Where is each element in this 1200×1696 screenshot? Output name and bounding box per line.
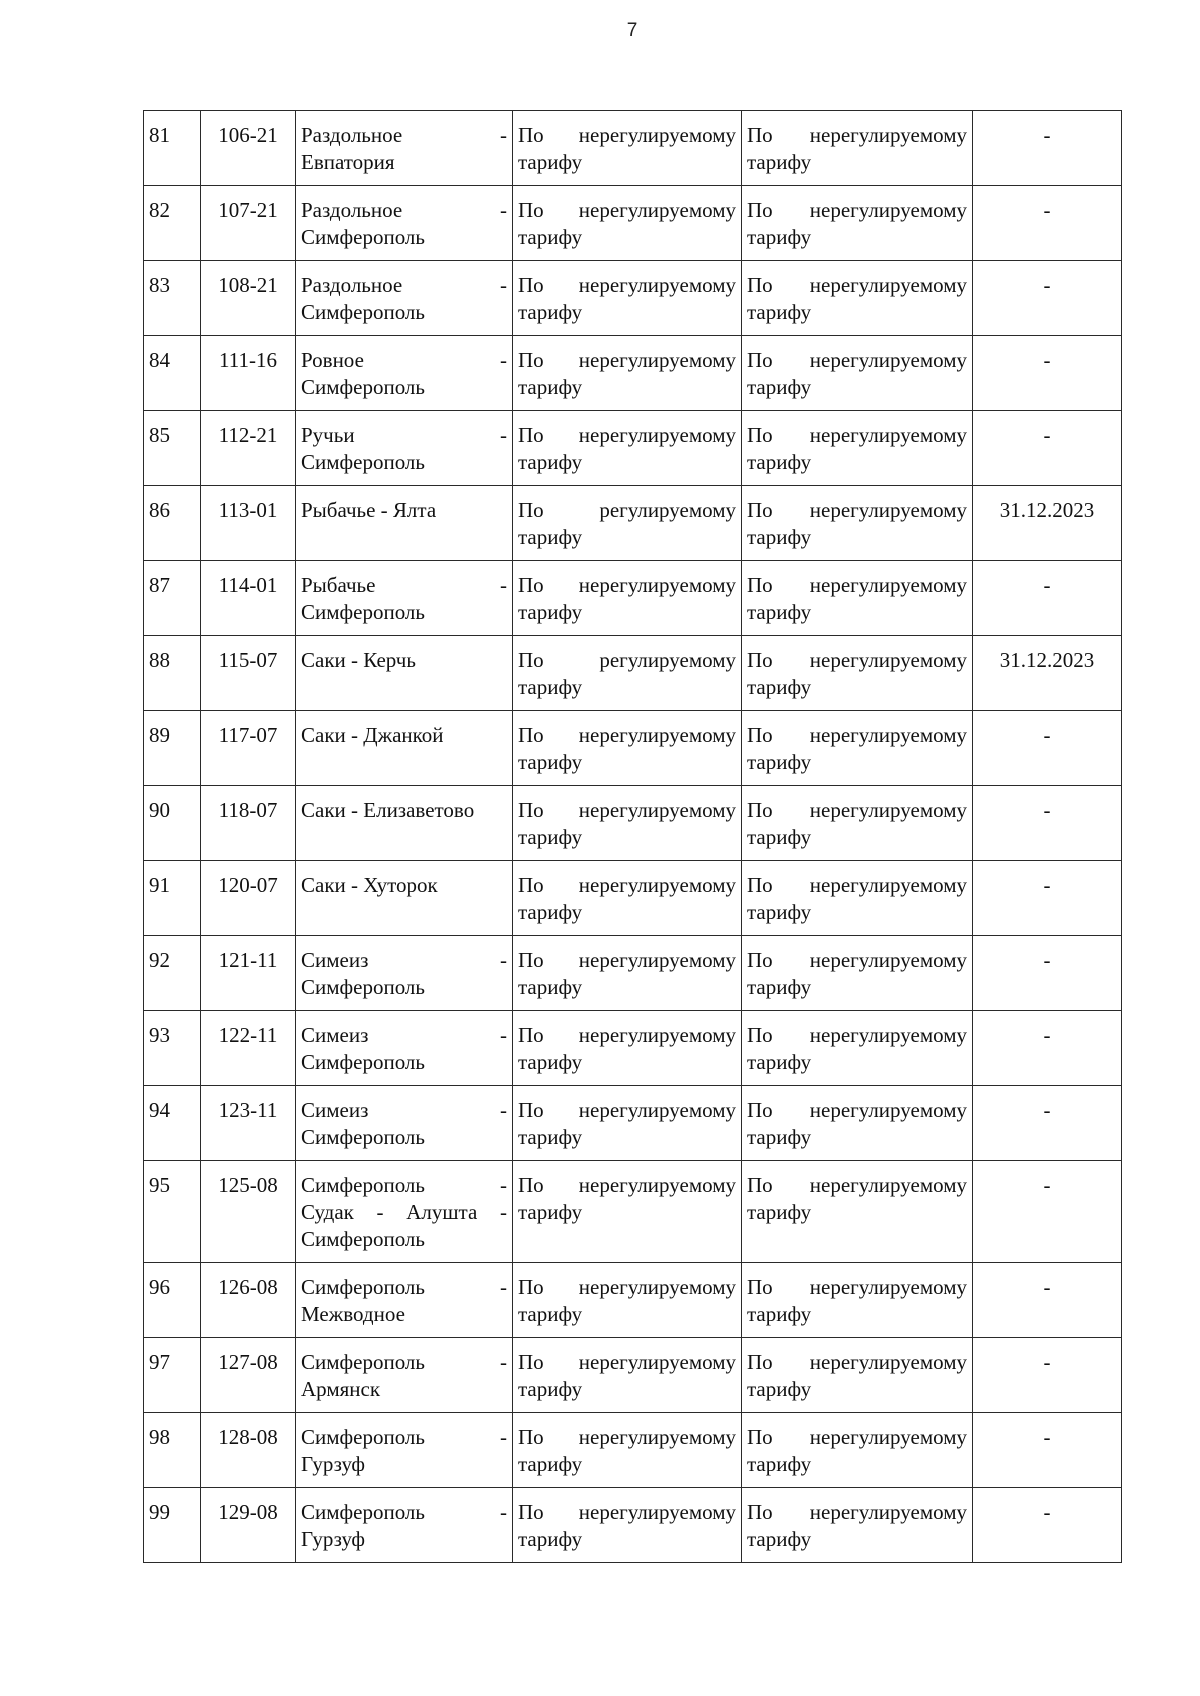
route-name-cell xyxy=(296,861,513,936)
cell-line: По нерегулируемому xyxy=(747,1173,967,1197)
tariff-cell-2 xyxy=(742,636,973,711)
route-code-cell: 118-07 xyxy=(201,786,296,861)
table-row xyxy=(144,636,1122,711)
route-name-cell xyxy=(296,1161,513,1263)
cell-line: тарифу xyxy=(747,600,812,624)
routes-table xyxy=(143,110,1122,1563)
table-row xyxy=(144,1488,1122,1563)
routes-table-body xyxy=(144,111,1122,1563)
tariff-cell-1 xyxy=(513,1413,742,1488)
row-number-cell: 97 xyxy=(144,1338,201,1413)
cell-line: тарифу xyxy=(747,525,812,549)
route-code-cell: 127-08 xyxy=(201,1338,296,1413)
cell-line: Рыбачье - Ялта xyxy=(301,498,437,522)
cell-line: Евпатория xyxy=(301,150,395,174)
cell-line: Симферополь - xyxy=(301,1275,507,1299)
tariff-cell-2 xyxy=(742,1413,973,1488)
cell-line: Ручьи - xyxy=(301,423,507,447)
route-code-cell: 106-21 xyxy=(201,111,296,186)
tariff-cell-1 xyxy=(513,636,742,711)
table-row xyxy=(144,486,1122,561)
date-cell: - xyxy=(973,561,1122,636)
table-row xyxy=(144,336,1122,411)
cell-line: Симферополь xyxy=(301,1227,425,1251)
cell-line: тарифу xyxy=(747,1200,812,1224)
cell-line: По нерегулируемому xyxy=(747,1098,967,1122)
cell-line: По нерегулируемому xyxy=(747,873,967,897)
cell-line: тарифу xyxy=(518,1050,583,1074)
cell-line: тарифу xyxy=(518,1527,583,1551)
date-cell: - xyxy=(973,336,1122,411)
route-name-cell xyxy=(296,1011,513,1086)
cell-line: По нерегулируемому xyxy=(747,723,967,747)
cell-line: По нерегулируемому xyxy=(518,348,736,372)
tariff-cell-2 xyxy=(742,786,973,861)
route-name-cell xyxy=(296,786,513,861)
cell-line: Раздольное - xyxy=(301,198,507,222)
cell-line: тарифу xyxy=(747,1377,812,1401)
date-cell: - xyxy=(973,1161,1122,1263)
route-name-cell xyxy=(296,711,513,786)
cell-line: тарифу xyxy=(518,1200,583,1224)
route-name-cell xyxy=(296,1338,513,1413)
cell-line: По нерегулируемому xyxy=(518,873,736,897)
route-name-cell xyxy=(296,336,513,411)
table-row xyxy=(144,711,1122,786)
cell-line: тарифу xyxy=(747,825,812,849)
cell-line: Симферополь xyxy=(301,975,425,999)
tariff-cell-2 xyxy=(742,261,973,336)
cell-line: Симферополь xyxy=(301,450,425,474)
cell-line: тарифу xyxy=(747,300,812,324)
route-name-cell xyxy=(296,486,513,561)
route-code-cell: 112-21 xyxy=(201,411,296,486)
route-name-cell xyxy=(296,1263,513,1338)
tariff-cell-1 xyxy=(513,1338,742,1413)
tariff-cell-2 xyxy=(742,561,973,636)
table-row xyxy=(144,786,1122,861)
route-code-cell: 117-07 xyxy=(201,711,296,786)
table-row xyxy=(144,936,1122,1011)
cell-line: Симферополь xyxy=(301,300,425,324)
row-number-cell: 82 xyxy=(144,186,201,261)
date-cell: - xyxy=(973,936,1122,1011)
route-name-cell xyxy=(296,561,513,636)
route-code-cell: 121-11 xyxy=(201,936,296,1011)
cell-line: Раздольное - xyxy=(301,123,507,147)
cell-line: тарифу xyxy=(518,1377,583,1401)
cell-line: тарифу xyxy=(747,1302,812,1326)
cell-line: Рыбачье - xyxy=(301,573,507,597)
cell-line: тарифу xyxy=(518,600,583,624)
row-number-cell: 85 xyxy=(144,411,201,486)
table-row xyxy=(144,861,1122,936)
cell-line: По нерегулируемому xyxy=(747,423,967,447)
route-code-cell: 123-11 xyxy=(201,1086,296,1161)
tariff-cell-2 xyxy=(742,486,973,561)
tariff-cell-2 xyxy=(742,711,973,786)
cell-line: тарифу xyxy=(747,975,812,999)
tariff-cell-2 xyxy=(742,336,973,411)
cell-line: Гурзуф xyxy=(301,1527,366,1551)
cell-line: По регулируемому xyxy=(518,498,736,522)
tariff-cell-2 xyxy=(742,1488,973,1563)
route-code-cell: 113-01 xyxy=(201,486,296,561)
date-cell: - xyxy=(973,261,1122,336)
cell-line: тарифу xyxy=(747,1527,812,1551)
route-name-cell xyxy=(296,636,513,711)
table-row xyxy=(144,261,1122,336)
cell-line: Армянск xyxy=(301,1377,381,1401)
table-row xyxy=(144,561,1122,636)
route-name-cell xyxy=(296,1488,513,1563)
cell-line: тарифу xyxy=(747,750,812,774)
row-number-cell: 91 xyxy=(144,861,201,936)
route-name-cell xyxy=(296,411,513,486)
route-name-cell xyxy=(296,1413,513,1488)
cell-line: Межводное xyxy=(301,1302,405,1326)
tariff-cell-2 xyxy=(742,1086,973,1161)
row-number-cell: 86 xyxy=(144,486,201,561)
cell-line: тарифу xyxy=(747,1050,812,1074)
cell-line: Саки - Елизаветово xyxy=(301,798,475,822)
cell-line: Симеиз - xyxy=(301,948,507,972)
cell-line: тарифу xyxy=(747,1125,812,1149)
cell-line: Симферополь xyxy=(301,225,425,249)
tariff-cell-1 xyxy=(513,1011,742,1086)
table-row xyxy=(144,1161,1122,1263)
cell-line: Гурзуф xyxy=(301,1452,366,1476)
cell-line: Симферополь - xyxy=(301,1173,507,1197)
row-number-cell: 87 xyxy=(144,561,201,636)
route-code-cell: 129-08 xyxy=(201,1488,296,1563)
table-row xyxy=(144,1086,1122,1161)
tariff-cell-1 xyxy=(513,186,742,261)
route-code-cell: 128-08 xyxy=(201,1413,296,1488)
route-code-cell: 115-07 xyxy=(201,636,296,711)
tariff-cell-1 xyxy=(513,261,742,336)
date-cell: 31.12.2023 xyxy=(973,636,1122,711)
table-row xyxy=(144,1011,1122,1086)
route-name-cell xyxy=(296,1086,513,1161)
cell-line: тарифу xyxy=(518,675,583,699)
cell-line: По нерегулируемому xyxy=(747,1350,967,1374)
tariff-cell-2 xyxy=(742,1011,973,1086)
date-cell: - xyxy=(973,861,1122,936)
route-code-cell: 122-11 xyxy=(201,1011,296,1086)
tariff-cell-1 xyxy=(513,711,742,786)
cell-line: По нерегулируемому xyxy=(518,798,736,822)
cell-line: По нерегулируемому xyxy=(518,1500,736,1524)
route-code-cell: 120-07 xyxy=(201,861,296,936)
cell-line: По нерегулируемому xyxy=(747,1023,967,1047)
date-cell: - xyxy=(973,1011,1122,1086)
cell-line: По нерегулируемому xyxy=(747,498,967,522)
cell-line: Симферополь - xyxy=(301,1500,507,1524)
cell-line: По нерегулируемому xyxy=(747,573,967,597)
table-row xyxy=(144,1263,1122,1338)
table-row xyxy=(144,1413,1122,1488)
tariff-cell-1 xyxy=(513,1488,742,1563)
cell-line: По нерегулируемому xyxy=(747,198,967,222)
table-row xyxy=(144,411,1122,486)
row-number-cell: 95 xyxy=(144,1161,201,1263)
cell-line: тарифу xyxy=(518,150,583,174)
cell-line: По нерегулируемому xyxy=(518,423,736,447)
cell-line: Саки - Хуторок xyxy=(301,873,438,897)
row-number-cell: 84 xyxy=(144,336,201,411)
page-number: 7 xyxy=(626,20,638,41)
route-code-cell: 111-16 xyxy=(201,336,296,411)
cell-line: По нерегулируемому xyxy=(518,1425,736,1449)
table-row xyxy=(144,186,1122,261)
cell-line: По регулируемому xyxy=(518,648,736,672)
cell-line: тарифу xyxy=(518,975,583,999)
cell-line: тарифу xyxy=(747,450,812,474)
cell-line: тарифу xyxy=(518,750,583,774)
date-cell: - xyxy=(973,1413,1122,1488)
row-number-cell: 98 xyxy=(144,1413,201,1488)
date-cell: - xyxy=(973,1338,1122,1413)
tariff-cell-2 xyxy=(742,1161,973,1263)
cell-line: Симеиз - xyxy=(301,1023,507,1047)
cell-line: тарифу xyxy=(518,1302,583,1326)
cell-line: тарифу xyxy=(747,150,812,174)
cell-line: По нерегулируемому xyxy=(518,573,736,597)
cell-line: По нерегулируемому xyxy=(747,123,967,147)
date-cell: - xyxy=(973,411,1122,486)
row-number-cell: 83 xyxy=(144,261,201,336)
cell-line: Симферополь - xyxy=(301,1350,507,1374)
cell-line: По нерегулируемому xyxy=(747,1425,967,1449)
route-code-cell: 108-21 xyxy=(201,261,296,336)
cell-line: Симферополь xyxy=(301,1125,425,1149)
cell-line: тарифу xyxy=(518,900,583,924)
cell-line: По нерегулируемому xyxy=(747,1275,967,1299)
cell-line: тарифу xyxy=(518,825,583,849)
cell-line: тарифу xyxy=(518,300,583,324)
tariff-cell-1 xyxy=(513,1263,742,1338)
cell-line: тарифу xyxy=(518,525,583,549)
cell-line: Саки - Керчь xyxy=(301,648,416,672)
cell-line: Симферополь - xyxy=(301,1425,507,1449)
cell-line: Симеиз - xyxy=(301,1098,507,1122)
row-number-cell: 88 xyxy=(144,636,201,711)
cell-line: Симферополь xyxy=(301,600,425,624)
route-code-cell: 107-21 xyxy=(201,186,296,261)
tariff-cell-2 xyxy=(742,861,973,936)
cell-line: По нерегулируемому xyxy=(518,198,736,222)
route-name-cell xyxy=(296,261,513,336)
row-number-cell: 96 xyxy=(144,1263,201,1338)
tariff-cell-2 xyxy=(742,111,973,186)
cell-line: По нерегулируемому xyxy=(747,348,967,372)
cell-line: По нерегулируемому xyxy=(518,1023,736,1047)
row-number-cell: 94 xyxy=(144,1086,201,1161)
row-number-cell: 92 xyxy=(144,936,201,1011)
tariff-cell-1 xyxy=(513,786,742,861)
tariff-cell-1 xyxy=(513,1161,742,1263)
date-cell: - xyxy=(973,1263,1122,1338)
cell-line: тарифу xyxy=(518,1452,583,1476)
cell-line: По нерегулируемому xyxy=(747,273,967,297)
route-name-cell xyxy=(296,936,513,1011)
date-cell: - xyxy=(973,711,1122,786)
cell-line: Симферополь xyxy=(301,375,425,399)
cell-line: тарифу xyxy=(747,1452,812,1476)
cell-line: По нерегулируемому xyxy=(747,798,967,822)
tariff-cell-1 xyxy=(513,1086,742,1161)
tariff-cell-2 xyxy=(742,186,973,261)
cell-line: Симферополь xyxy=(301,1050,425,1074)
cell-line: тарифу xyxy=(518,1125,583,1149)
cell-line: тарифу xyxy=(747,900,812,924)
route-name-cell xyxy=(296,111,513,186)
tariff-cell-1 xyxy=(513,561,742,636)
route-name-cell xyxy=(296,186,513,261)
tariff-cell-1 xyxy=(513,486,742,561)
cell-line: тарифу xyxy=(518,375,583,399)
date-cell: 31.12.2023 xyxy=(973,486,1122,561)
date-cell: - xyxy=(973,1086,1122,1161)
cell-line: По нерегулируемому xyxy=(518,723,736,747)
date-cell: - xyxy=(973,111,1122,186)
cell-line: По нерегулируемому xyxy=(518,123,736,147)
cell-line: По нерегулируемому xyxy=(747,948,967,972)
cell-line: По нерегулируемому xyxy=(518,1350,736,1374)
date-cell: - xyxy=(973,1488,1122,1563)
route-code-cell: 114-01 xyxy=(201,561,296,636)
tariff-cell-2 xyxy=(742,1263,973,1338)
route-code-cell: 126-08 xyxy=(201,1263,296,1338)
tariff-cell-1 xyxy=(513,111,742,186)
cell-line: Ровное - xyxy=(301,348,507,372)
tariff-cell-1 xyxy=(513,411,742,486)
route-code-cell: 125-08 xyxy=(201,1161,296,1263)
table-row xyxy=(144,111,1122,186)
row-number-cell: 81 xyxy=(144,111,201,186)
cell-line: тарифу xyxy=(747,375,812,399)
cell-line: По нерегулируемому xyxy=(518,273,736,297)
cell-line: тарифу xyxy=(747,675,812,699)
cell-line: По нерегулируемому xyxy=(518,1275,736,1299)
table-row xyxy=(144,1338,1122,1413)
cell-line: Судак - Алушта - xyxy=(301,1200,507,1224)
row-number-cell: 99 xyxy=(144,1488,201,1563)
cell-line: По нерегулируемому xyxy=(518,1173,736,1197)
row-number-cell: 89 xyxy=(144,711,201,786)
cell-line: По нерегулируемому xyxy=(747,1500,967,1524)
tariff-cell-2 xyxy=(742,936,973,1011)
tariff-cell-1 xyxy=(513,936,742,1011)
cell-line: По нерегулируемому xyxy=(518,1098,736,1122)
tariff-cell-2 xyxy=(742,411,973,486)
cell-line: тарифу xyxy=(518,450,583,474)
date-cell: - xyxy=(973,186,1122,261)
row-number-cell: 93 xyxy=(144,1011,201,1086)
cell-line: По нерегулируемому xyxy=(518,948,736,972)
cell-line: Раздольное - xyxy=(301,273,507,297)
cell-line: тарифу xyxy=(747,225,812,249)
cell-line: По нерегулируемому xyxy=(747,648,967,672)
tariff-cell-1 xyxy=(513,336,742,411)
tariff-cell-2 xyxy=(742,1338,973,1413)
cell-line: тарифу xyxy=(518,225,583,249)
date-cell: - xyxy=(973,786,1122,861)
tariff-cell-1 xyxy=(513,861,742,936)
cell-line: Саки - Джанкой xyxy=(301,723,444,747)
row-number-cell: 90 xyxy=(144,786,201,861)
